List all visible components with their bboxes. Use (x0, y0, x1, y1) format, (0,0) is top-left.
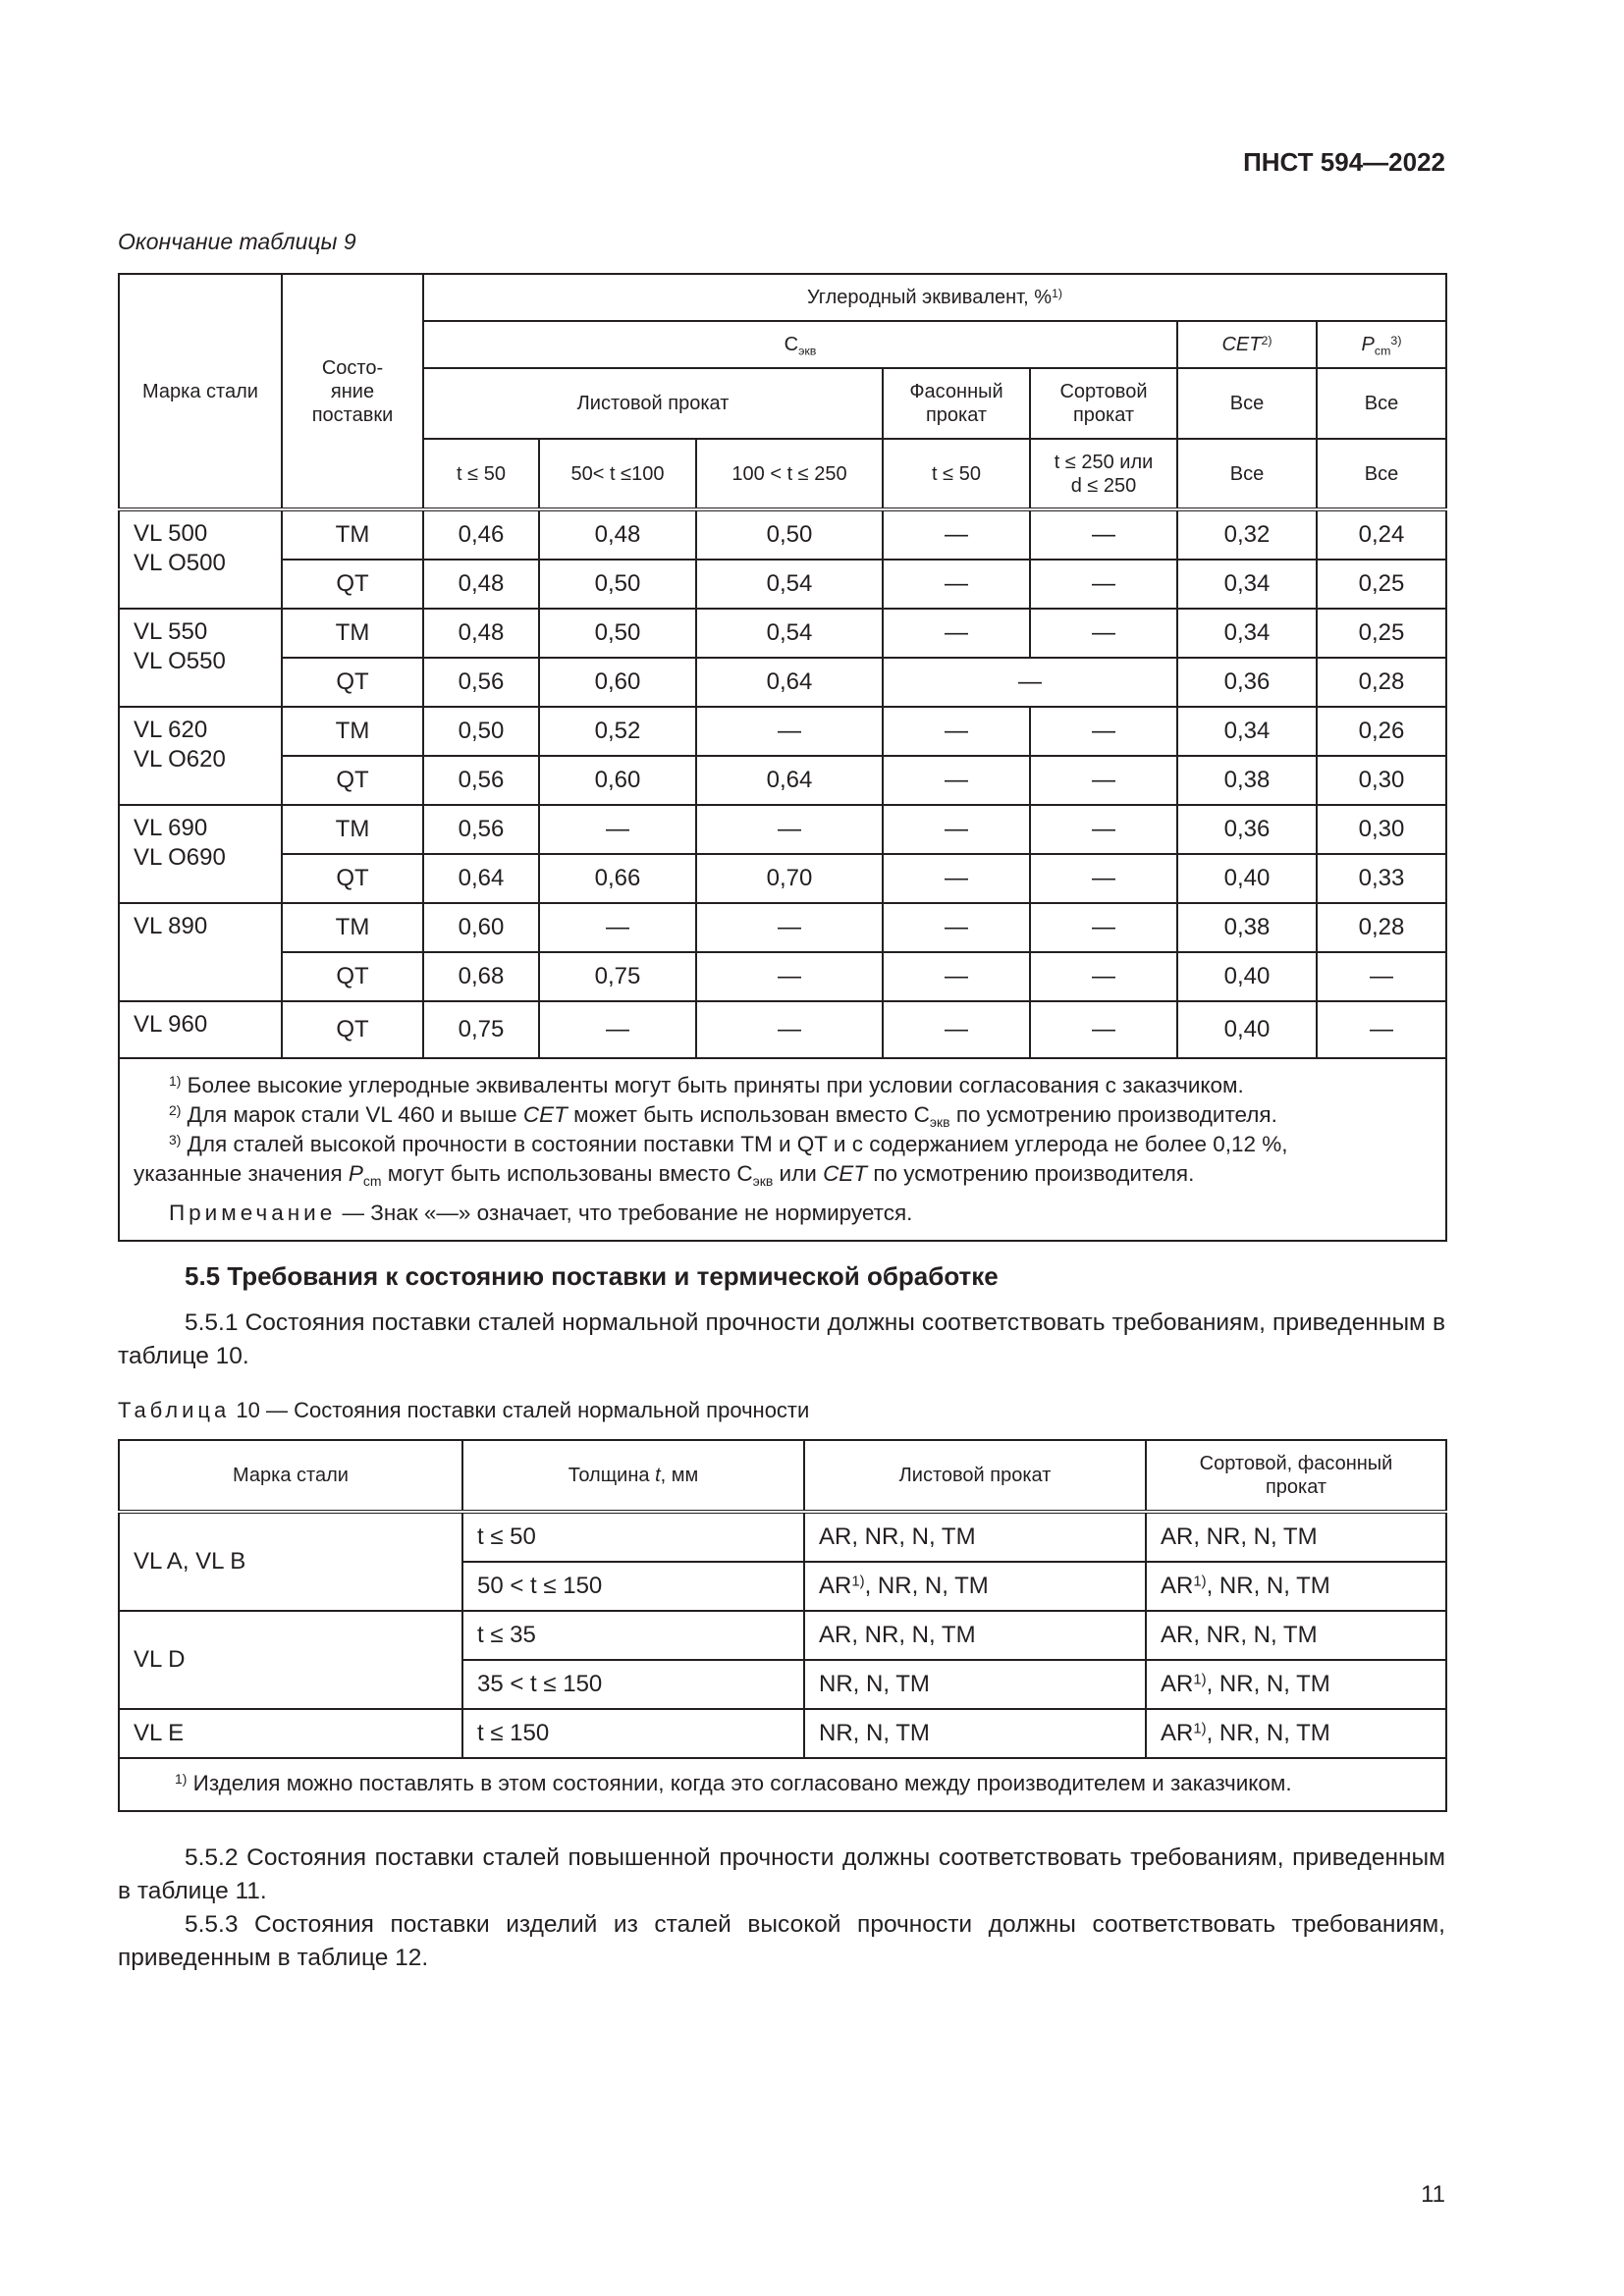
table-row: QT 0,68 0,75 — — — 0,40 — (119, 952, 1446, 1001)
header-pcm-all: Все (1317, 368, 1446, 439)
table-9 (118, 273, 1447, 1242)
table-row: 50 < t ≤ 150 AR$^{1)}$, NR, N, TM AR$^{1)}$, NR, N, TM (119, 1562, 1446, 1611)
header-t-100-250: 100 < t ≤ 250 (696, 439, 883, 509)
header-shaped: Фасонный прокат (883, 368, 1030, 439)
table-row: VL D t ≤ 35 AR, NR, N, TM AR, NR, N, TM (119, 1611, 1446, 1660)
header-pcm-all-2: Все (1317, 439, 1446, 509)
standard-code: ПНСТ 594—2022 (1243, 147, 1445, 177)
paragraph-5-5-2: 5.5.2 Состояния поставки сталей повышенной прочности должны соответствовать требованиям, приведенным в таблице 11. (118, 1844, 1445, 1904)
table-10 (118, 1439, 1447, 1812)
table-row: VL E t ≤ 150 NR, N, TM AR$^{1)}$, NR, N, TM (119, 1709, 1446, 1758)
note-label: Примечание (169, 1201, 337, 1225)
page-number: 11 (1421, 2181, 1445, 2208)
header-t-250: t ≤ 250 или d ≤ 250 (1030, 439, 1177, 509)
table9-footnotes: $^{1)}$ Более высокие углеродные эквиваленты могут быть приняты при условии согласования с заказчиком. $^{2)}$ Для марок стали VL 460 и выше CET может быть использован вместо $C_{экв}$ по усмотрению производителя. $^{3)}$ Для сталей высокой прочности в состоянии поставки TM и QT и с содержанием углерода не более 0,12 %, указанные значения $P_{cm}$ могут быть использованы вместо $C_{экв}$ или CET по усмотрению производителя. Примечание — Знак «—» означает, что требование не нормируется. (119, 1058, 1446, 1241)
table-row: VL 500 VL O500 TM 0,46 0,48 0,50 — — 0,32 0,24 (119, 509, 1446, 560)
table9-continuation-caption: Окончание таблицы 9 (118, 229, 356, 254)
table-row: VL A, VL B t ≤ 50 AR, NR, N, TM AR, NR, N, TM (119, 1512, 1446, 1562)
header-pcm: $P_{cm}^{3)}$ (1317, 321, 1446, 368)
header-t-le-50: t ≤ 50 (423, 439, 539, 509)
table-row: VL 550 VL O550 TM 0,48 0,50 0,54 — — 0,34 0,25 (119, 609, 1446, 658)
header-t-50-100: 50< t ≤100 (539, 439, 696, 509)
header-sheet: Листовой прокат (423, 368, 883, 439)
table-row: VL 890 TM 0,60 — — — — 0,38 0,28 (119, 903, 1446, 952)
header-cet: CET$^{2)}$ (1177, 321, 1317, 368)
header-c-ekv: $C_{экв}$ (423, 321, 1177, 368)
table-row: QT 0,56 0,60 0,64 — — 0,38 0,30 (119, 756, 1446, 805)
table10-footnote: $^{1)}$ Изделия можно поставлять в этом состоянии, когда это согласовано между производителем и заказчиком. (119, 1758, 1446, 1811)
header-delivery-state: Состо- яние поставки (282, 274, 423, 509)
table10-caption: Таблица 10 — Состояния поставки сталей нормальной прочности (118, 1398, 810, 1422)
header-thickness: Толщина t, мм (462, 1440, 804, 1512)
table-row: QT 0,56 0,60 0,64 — 0,36 0,28 (119, 658, 1446, 707)
header-section: Сортовой прокат (1030, 368, 1177, 439)
table-row: VL 960 QT 0,75 — — — — 0,40 — (119, 1001, 1446, 1058)
header-carbon-equivalent: Углеродный эквивалент, %$^{1)}$ (423, 274, 1446, 321)
header-section: Сортовой, фасонный прокат (1146, 1440, 1446, 1512)
header-t-le-50-shaped: t ≤ 50 (883, 439, 1030, 509)
paragraph-5-5-1: 5.5.1 Состояния поставки сталей нормальной прочности должны соответствовать требованиям, приведенным в таблице 10. (118, 1309, 1445, 1369)
header-grade: Марка стали (119, 1440, 462, 1512)
header-cet-all-2: Все (1177, 439, 1317, 509)
table-row: VL 620 VL O620 TM 0,50 0,52 — — — 0,34 0,26 (119, 707, 1446, 756)
table-row: QT 0,48 0,50 0,54 — — 0,34 0,25 (119, 560, 1446, 609)
paragraph-5-5-3: 5.5.3 Состояния поставки изделий из сталей высокой прочности должны соответствовать требованиям, приведенным в таблице 12. (118, 1911, 1445, 1971)
section-heading-5-5: 5.5 Требования к состоянию поставки и термической обработке (185, 1261, 999, 1291)
header-sheet: Листовой прокат (804, 1440, 1146, 1512)
table-row: QT 0,64 0,66 0,70 — — 0,40 0,33 (119, 854, 1446, 903)
header-grade: Марка стали (119, 274, 282, 509)
table-row: 35 < t ≤ 150 NR, N, TM AR$^{1)}$, NR, N, TM (119, 1660, 1446, 1709)
table-row: VL 690 VL O690 TM 0,56 — — — — 0,36 0,30 (119, 805, 1446, 854)
header-cet-all: Все (1177, 368, 1317, 439)
